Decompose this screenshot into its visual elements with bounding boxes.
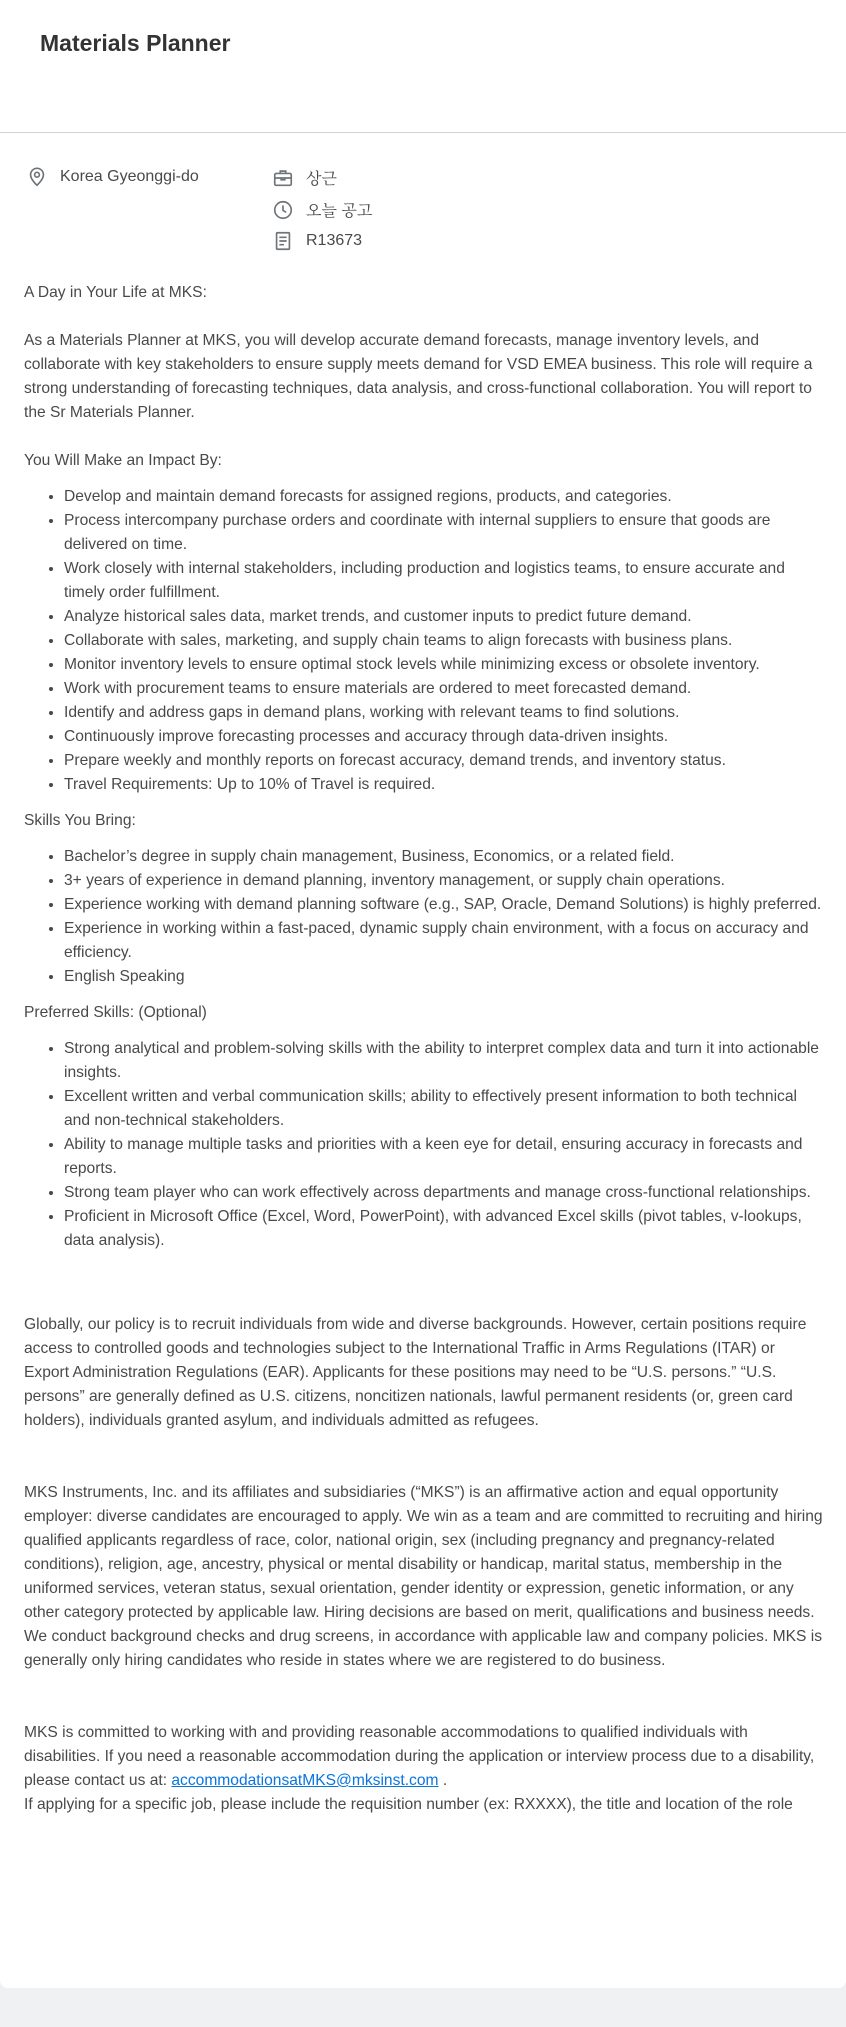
impact-heading: You Will Make an Impact By: — [24, 452, 222, 469]
list-item: • Monitor inventory levels to ensure optimal stock levels while minimizing excess or obsolete inventory. — [64, 653, 824, 677]
job-id-text: R13673 — [306, 232, 363, 249]
itar-paragraph: Globally, our policy is to recruit individuals from wide and diverse backgrounds. However, certain positions require access to controlled goods and technologies subject to the International Traffic in Arms Regulations (ITAR) or Export Administration Regulations (EAR). Applicants for these positions may need to be “U.S. persons.” “U.S. persons” are generally defined as U.S. citizens, noncitizen nationals, lawful permanent residents (or, green card holders), individuals granted asylum, and individuals admitted as refugees. — [24, 1316, 807, 1429]
list-item: • Proficient in Microsoft Office (Excel, Word, PowerPoint), with advanced Excel skills (pivot tables, v-lookups, data analysis). — [64, 1205, 824, 1253]
list-item: • Experience in working within a fast-paced, dynamic supply chain environment, with a focus on accuracy and efficiency. — [64, 917, 824, 965]
time-type-text: 상근 — [306, 171, 337, 188]
preferred-list — [24, 1037, 824, 1253]
time-type-row — [272, 166, 337, 189]
posted-row — [272, 198, 372, 221]
list-item: • Continuously improve forecasting processes and accuracy through data-driven insights. — [64, 725, 824, 749]
list-item: • Analyze historical sales data, market trends, and customer inputs to predict future demand. — [64, 605, 824, 629]
document-icon — [272, 230, 294, 252]
list-item: • Develop and maintain demand forecasts for assigned regions, products, and categories. — [64, 485, 824, 509]
clock-icon — [272, 199, 294, 221]
intro-text: As a Materials Planner at MKS, you will develop accurate demand forecasts, manage inventory levels, and collaborate with key stakeholders to ensure supply meets demand for VSD EMEA business. This role will require a strong understanding of forecasting techniques, data analysis, and cross-functional collaboration. You will report to the Sr Materials Planner. — [24, 332, 813, 421]
skills-heading: Skills You Bring: — [24, 812, 136, 829]
list-item: • Strong analytical and problem-solving skills with the ability to interpret complex data and turn it into actionable insights. — [64, 1037, 824, 1085]
job-title: Materials Planner — [40, 30, 231, 56]
briefcase-icon — [272, 167, 294, 189]
list-item: • Identify and address gaps in demand plans, working with relevant teams to find solutions. — [64, 701, 824, 725]
list-item: • Process intercompany purchase orders and coordinate with internal suppliers to ensure that goods are delivered on time. — [64, 509, 824, 557]
list-item: • English Speaking — [64, 965, 824, 989]
accommodation-paragraph — [24, 1721, 824, 1793]
list-item: • Excellent written and verbal communication skills; ability to effectively present information to both technical and non-technical stakeholders. — [64, 1085, 824, 1133]
list-item: • Bachelor’s degree in supply chain management, Business, Economics, or a related field. — [64, 845, 824, 869]
requisition-paragraph: If applying for a specific job, please include the requisition number (ex: RXXXX), the title and location of the role — [24, 1796, 793, 1813]
map-pin-icon — [26, 166, 48, 188]
location-text: Korea Gyeonggi-do — [60, 168, 199, 185]
list-item: • Prepare weekly and monthly reports on forecast accuracy, demand trends, and inventory status. — [64, 749, 824, 773]
list-item: • Travel Requirements: Up to 10% of Travel is required. — [64, 773, 824, 797]
preferred-heading: Preferred Skills: (Optional) — [24, 1004, 207, 1021]
header-divider — [0, 132, 846, 133]
list-item: • Collaborate with sales, marketing, and supply chain teams to align forecasts with business plans. — [64, 629, 824, 653]
accommodation-suffix: . — [438, 1772, 448, 1789]
list-item: • Work closely with internal stakeholders, including production and logistics teams, to ensure accurate and timely order fulfillment. — [64, 557, 824, 605]
skills-list — [24, 845, 824, 989]
list-item: • Ability to manage multiple tasks and priorities with a keen eye for detail, ensuring accuracy in forecasts and reports. — [64, 1133, 824, 1181]
location-row — [26, 166, 199, 188]
list-item: • 3+ years of experience in demand planning, inventory management, or supply chain operations. — [64, 869, 824, 893]
posted-text: 오늘 공고 — [306, 203, 373, 220]
job-id-row — [272, 230, 362, 252]
impact-list — [24, 485, 824, 797]
job-description — [24, 281, 824, 1817]
eeo-paragraph: MKS Instruments, Inc. and its affiliates and subsidiaries (“MKS”) is an affirmative action and equal opportunity employer: diverse candidates are encouraged to apply. We win as a team and are committed to recruiting and hiring qualified applicants regardless of race, color, national origin, sex (including pregnancy and pregnancy-related conditions), religion, age, ancestry, physical or mental disability or handicap, marital status, membership in the uniformed services, veteran status, sexual orientation, gender identity or expression, genetic information, or any other category protected by applicable law. Hiring decisions are based on merit, qualifications and business needs. We conduct background checks and drug screens, in accordance with applicable law and company policies. MKS is generally only hiring candidates who reside in states where we are registered to do business. — [24, 1484, 823, 1669]
list-item: • Strong team player who can work effectively across departments and manage cross-functional relationships. — [64, 1181, 824, 1205]
accommodation-text: MKS is committed to working with and providing reasonable accommodations to qualified individuals with disabilities. If you need a reasonable accommodation during the application or interview process due to a disability, please contact us at: — [24, 1724, 815, 1789]
intro-heading: A Day in Your Life at MKS: — [24, 284, 207, 301]
list-item: • Work with procurement teams to ensure materials are ordered to meet forecasted demand. — [64, 677, 824, 701]
accommodation-email-link[interactable]: accommodationsatMKS@mksinst.com — [171, 1772, 439, 1789]
list-item: • Experience working with demand planning software (e.g., SAP, Oracle, Demand Solutions) is highly preferred. — [64, 893, 824, 917]
